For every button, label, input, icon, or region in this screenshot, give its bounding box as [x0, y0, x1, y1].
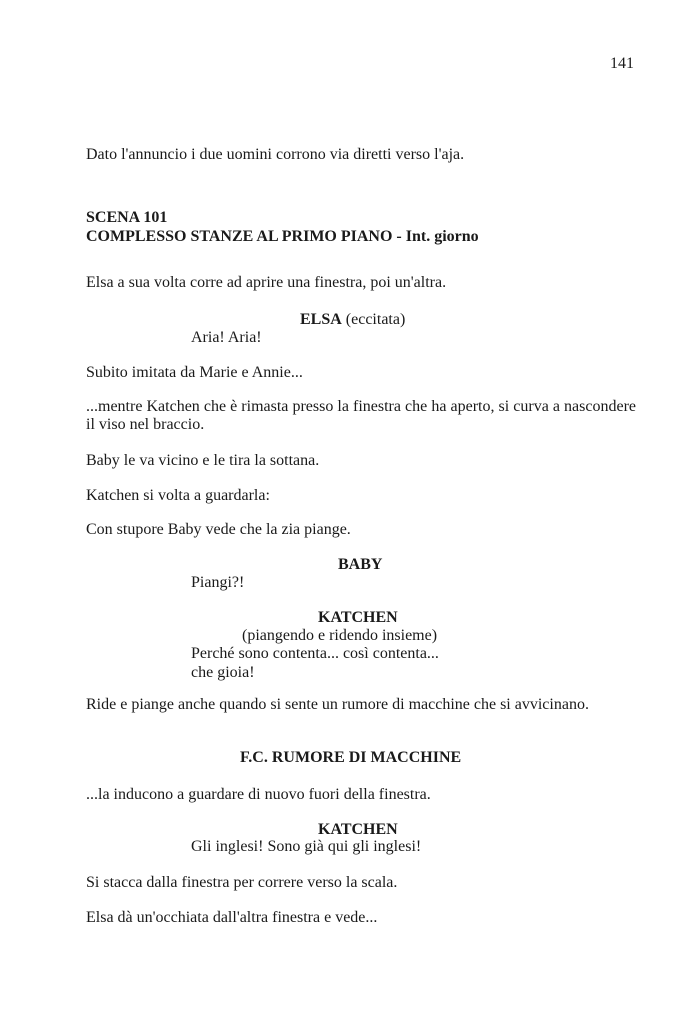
scene-heading: SCENA 101 — [86, 209, 168, 226]
dialogue-line: Gli inglesi! Sono già qui gli inglesi! — [191, 838, 422, 855]
dialogue-block — [191, 644, 439, 682]
action-paragraph: Elsa a sua volta corre ad aprire una finestra, poi un'altra. — [86, 274, 447, 291]
dialogue-line: Perché sono contenta... così contenta... — [191, 645, 439, 662]
action-paragraph: Baby le va vicino e le tira la sottana. — [86, 452, 320, 469]
dialogue-line: Aria! Aria! — [191, 329, 262, 346]
dialogue-line: che gioia! — [191, 664, 255, 681]
character-name: KATCHEN — [318, 821, 398, 838]
character-name: ELSA — [300, 311, 342, 328]
dialogue-line: Piangi?! — [191, 574, 245, 591]
parenthetical: (eccitata) — [345, 311, 406, 328]
character-name: KATCHEN — [318, 609, 398, 626]
character-name: BABY — [338, 556, 383, 573]
action-paragraph: ...la inducono a guardare di nuovo fuori della finestra. — [86, 786, 431, 803]
page-number: 141 — [610, 55, 634, 72]
action-paragraph: Con stupore Baby vede che la zia piange. — [86, 521, 351, 538]
sound-cue: F.C. RUMORE DI MACCHINE — [240, 749, 462, 766]
character-cue — [300, 310, 405, 329]
action-paragraph: Ride e piange anche quando si sente un rumore di macchine che si avvicinano. — [86, 696, 589, 713]
action-paragraph: Subito imitata da Marie e Annie... — [86, 364, 303, 381]
parenthetical: (piangendo e ridendo insieme) — [242, 627, 438, 644]
action-paragraph: Elsa dà un'occhiata dall'altra finestra e vede... — [86, 909, 378, 926]
action-paragraph: Si stacca dalla finestra per correre verso la scala. — [86, 874, 398, 891]
action-paragraph: Dato l'annuncio i due uomini corrono via diretti verso l'aja. — [86, 146, 465, 163]
action-paragraph: ...mentre Katchen che è rimasta presso la finestra che ha aperto, si curva a nascondere il viso nel braccio. — [86, 398, 636, 433]
scene-location: COMPLESSO STANZE AL PRIMO PIANO - Int. giorno — [86, 228, 479, 245]
action-paragraph: Katchen si volta a guardarla: — [86, 487, 270, 504]
